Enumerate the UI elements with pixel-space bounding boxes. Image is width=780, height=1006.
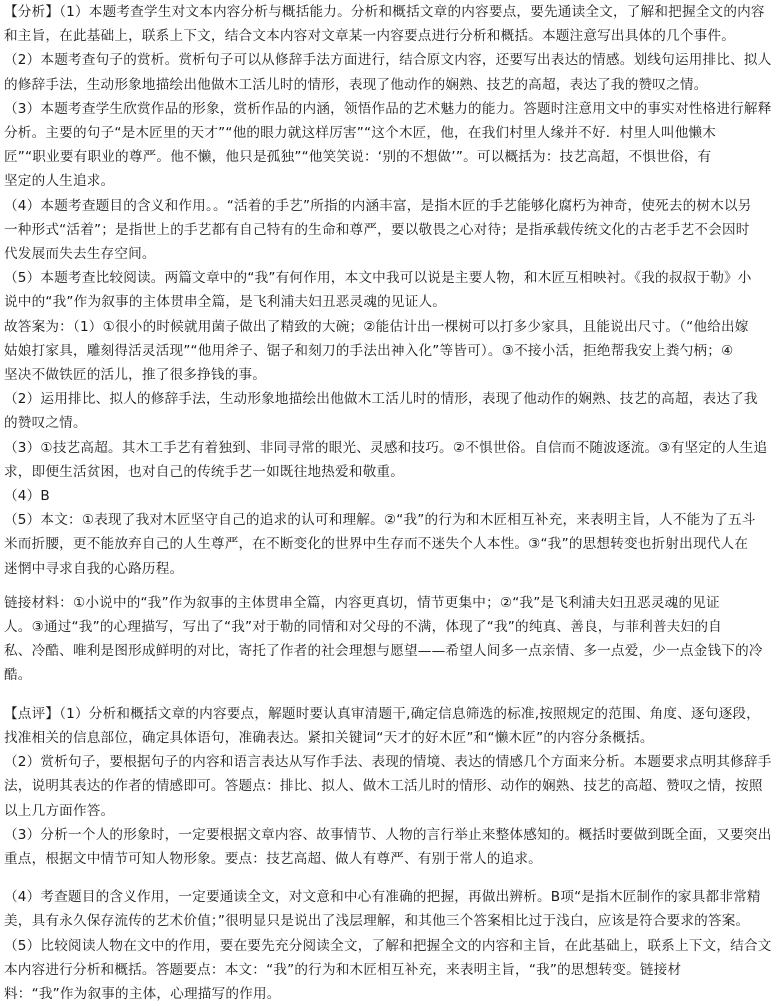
link-material	[4, 591, 776, 688]
answer-1	[4, 315, 776, 388]
analysis-item-5	[4, 266, 776, 314]
spacer	[4, 581, 776, 591]
text-line: （5）本文：①表现了我对木匠坚守自己的追求的认可和理解。②“我”的行为和木匠相互补充，来表明主旨，人不能为了五斗	[4, 512, 756, 529]
text-line: 【点评】（1）分析和概括文章的内容要点，解题时要认真审清题干,确定信息筛选的标准,按照规定的范围、角度、逐句逐段，	[4, 705, 760, 722]
comment-2	[4, 750, 776, 823]
comment-4	[4, 885, 776, 933]
analysis-section	[4, 0, 776, 315]
spacer	[4, 871, 776, 885]
text-line: （2）运用排比、拟人的修辞手法，生动形象地描绘出他做木工活儿时的情形，表现了他动作的娴熟、技艺的高超，表达了我	[4, 391, 758, 408]
text-line: 米而折腰，更不能放弃自己的人生尊严，在不断变化的世界中生存而不迷失个人本性。③“我”的思想转变也折射出现代人在	[4, 536, 749, 553]
text-line: 代发展而失去生存空间。	[4, 246, 156, 263]
text-line: 求，即便生活贫困，也对自己的传统手艺一如既往地热爱和敬重。	[4, 463, 405, 480]
text-line: 本内容进行分析和概括。答题要点：本文：“我”的行为和木匠相互补充，来表明主旨，“我”的思想转变。链接材	[4, 961, 682, 978]
text-line: 人。③通过“我”的心理描写，写出了“我”对于勒的同情和对父母的不满，体现了“我”的纯真、善良，与菲利普夫妇的自	[4, 619, 722, 636]
text-line: 【分析】（1）本题考查学生对文本内容分析与概括能力。分析和概括文章的内容要点，要先通读全文，了解和把握全文的内容	[4, 4, 765, 20]
text-line: 找准相关的信息部位，确定具体语句，准确表达。紧扣关键词“天才的好木匠”和“懒木匠”的内容分条概括。	[4, 729, 654, 746]
text-line: 酷。	[4, 667, 32, 684]
text-line: 说中的“我”作为叙事的主体贯串全篇，是飞利浦夫妇丑恶灵魂的见证人。	[4, 294, 447, 311]
text-line: 私、冷酷、唯利是图形成鲜明的对比，寄托了作者的社会理想与愿望——希望人间多一点亲情、多一点爱，少一点金钱下的冷	[4, 643, 763, 660]
text-line: 坚决不做铁匠的活儿，推了很多挣钱的事。	[4, 367, 267, 384]
answer-4	[4, 484, 776, 508]
text-line: 料：“我”作为叙事的主体，心理描写的作用。	[4, 985, 281, 1002]
analysis-item-3	[4, 97, 776, 194]
answers-section	[4, 315, 776, 688]
comments-section	[4, 702, 776, 1006]
answer-2	[4, 387, 776, 435]
text-line: （3）①技艺高超。其木工手艺有着独到、非同寻常的眼光、灵感和技巧。②不惧世俗。自信而不随波逐流。③有坚定的人生追	[4, 439, 768, 456]
text-line: 一种形式“活着”；是指世上的手艺都有自己特有的生命和尊严，要以敬畏之心对待；是指承载传统文化的古老手艺不会因时	[4, 221, 750, 238]
text-line: 坚定的人生追求。	[4, 173, 115, 190]
text-line: （2）本题考查句子的赏析。赏析句子可以从修辞手法方面进行，结合原文内容，还要写出表达的情感。划线句运用排比、拟人	[4, 52, 772, 69]
text-line: （5）比较阅读人物在文中的作用，要在要先充分阅读全文，了解和把握全文的内容和主旨，在此基础上，联系上下文，结合文	[4, 937, 772, 954]
text-line: 分析。主要的句子“是木匠里的天才”“他的眼力就这样厉害”“这个木匠，他，在我们村里人缘并不好．村里人叫他懒木	[4, 125, 717, 142]
text-line: （4）B	[4, 488, 50, 505]
text-line: （4）考查题目的含义作用，一定要通读全文，对文意和中心有准确的把握，再做出辨析。B项“是指木匠制作的家具都非常精	[4, 889, 761, 906]
text-line: 故答案为：（1）①很小的时候就用菌子做出了精致的大碗；②能估计出一棵树可以打多少家具，且能说出尺寸。（“他给出嫁	[4, 318, 749, 335]
text-line: 法，说明其表达的作者的情感即可。答题点：排比、拟人、做木工活儿时的情形、动作的娴熟、技艺的高超、赞叹之情，按照	[4, 778, 763, 795]
analysis-item-2	[4, 48, 776, 96]
comment-5	[4, 934, 776, 1006]
text-line: 的赞叹之情。	[4, 415, 87, 432]
text-line: 美，具有永久保存流传的艺术价值；”很明显只是说出了浅层理解，和其他三个答案相比过于浅白，应该是符合要求的答案。	[4, 913, 750, 930]
text-line: （2）赏析句子，要根据句子的内容和语言表达从写作手法、表现的情境、表达的情感几个方面来分析。本题要求点明其修辞手	[4, 754, 772, 771]
analysis-item-1	[4, 0, 776, 48]
answer-3	[4, 436, 776, 484]
comment-3	[4, 823, 776, 871]
text-line: （4）本题考查题目的含义和作用。。“活着的手艺”所指的内涵丰富，是指木匠的手艺能够化腐朽为神奇，使死去的树木以另	[4, 197, 752, 214]
text-line: 姑娘打家具，雕刻得活灵活现”“他用斧子、锯子和刻刀的手法出神入化”等皆可）。③不接小活，拒绝帮我安上粪勺柄；④	[4, 342, 734, 359]
analysis-item-4	[4, 194, 776, 267]
text-line: 以上几方面作答。	[4, 802, 115, 819]
text-line: 和主旨，在此基础上，联系上下文，结合文本内容对文章某一内容要点进行分析和概括。本题注意写出具体的几个事件。	[4, 28, 736, 45]
text-line: （3）分析一个人的形象时，一定要根据文章内容、故事情节、人物的言行举止来整体感知的。概括时要做到既全面，又要突出	[4, 826, 772, 843]
text-line: 重点，根据文中情节可知人物形象。要点：技艺高超、做人有尊严、有别于常人的追求。	[4, 850, 542, 867]
text-line: 链接材料：①小说中的“我”作为叙事的主体贯串全篇，内容更真切，情节更集中；②“我”是飞利浦夫妇丑恶灵魂的见证	[4, 594, 720, 611]
answer-5	[4, 508, 776, 581]
text-line: 的修辞手法，生动形象地描绘出他做木工活儿时的情形，表现了他动作的娴熟、技艺的高超，表达了我的赞叹之情。	[4, 76, 708, 93]
text-line: （3）本题考查学生欣赏作品的形象，赏析作品的内涵，领悟作品的艺术魅力的能力。答题时注意用文中的事实对性格进行解释	[4, 100, 772, 117]
text-line: （5）本题考查比较阅读。两篇文章中的“我”有何作用，本文中我可以说是主要人物，和木匠互相映衬。《我的叔叔于勒》小	[4, 270, 752, 287]
text-line: 迷惘中寻求自我的心路历程。	[4, 560, 184, 577]
comment-1	[4, 702, 776, 750]
text-line: 匠”“职业要有职业的尊严。他不懒，他只是孤独”“他笑笑说：‘别的不想做’”。可以概括为：技艺高超，不惧世俗，有	[4, 149, 712, 166]
spacer	[4, 688, 776, 702]
